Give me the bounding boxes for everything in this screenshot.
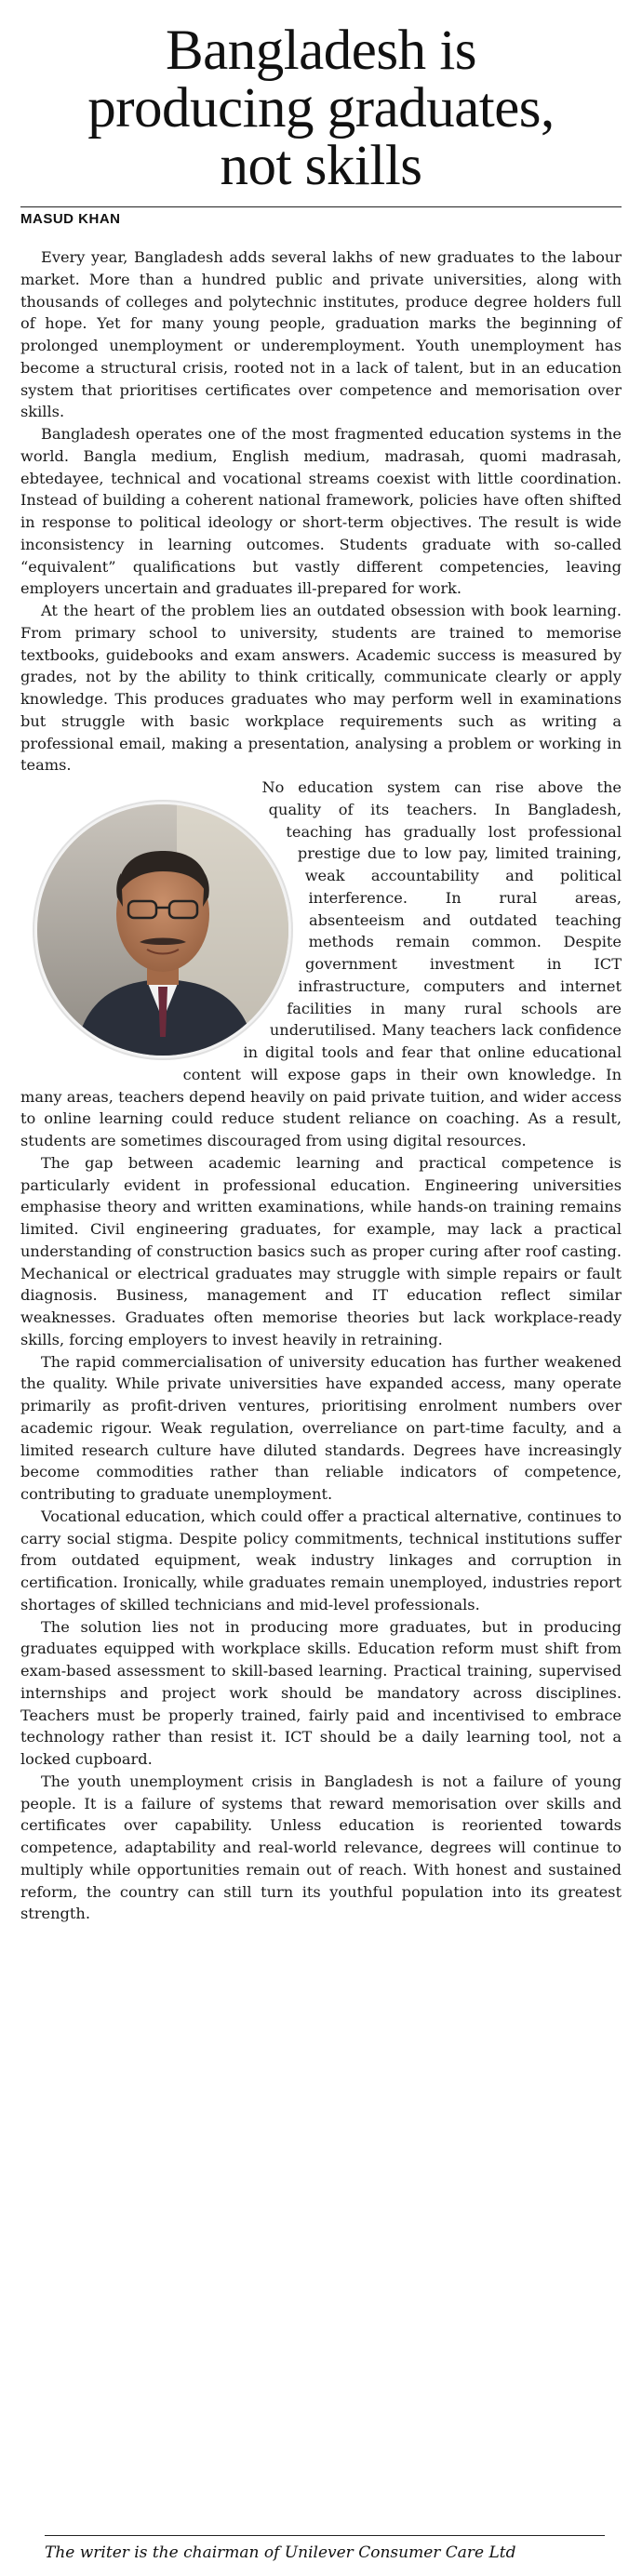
headline [20, 22, 622, 195]
paragraph-9: The youth unemployment crisis in Bangladesh is not a failure of young people. It is a failure of systems that reward memorisation over skills and certificates over capability. Unless education is reoriented towards competence, adaptability and real-world relevance, degrees will continue to multiply while opportunities remain out of reach. With honest and sustained reform, the country can still turn its youthful population into its greatest strength. [20, 1772, 622, 1923]
byline: MASUD KHAN [20, 211, 121, 227]
byline-rule [20, 206, 622, 228]
headline-line-1: Bangladesh is [165, 20, 477, 82]
author-photo-icon [37, 804, 288, 1056]
paragraph-8: The solution lies not in producing more graduates, but in producing graduates equipped with workplace skills. Education reform must shift from exam-based assessment to skill-based learning. Practical training, supervised internships and project work should be mandatory across disciplines. Teachers must be properly trained, fairly paid and incentivised to embrace technology rather than resist it. ICT should be a daily learning tool, not a locked cupboard. [20, 1617, 622, 1768]
author-credit [45, 2535, 605, 2562]
paragraph-2: Bangladesh operates one of the most fragmented education systems in the world. Bangla medium, English medium, madrasah, quomi madrasah, ebtedayee, technical and vocational streams coexist with little coordination. Instead of building a coherent national framework, policies have often shifted in response to political ideology or short-term objectives. The result is wide inconsistency in learning outcomes. Students graduate with so-called “equivalent” qualifications but vastly different competencies, leaving employers uncertain and graduates ill-prepared for work. [20, 425, 622, 598]
paragraph-7: Vocational education, which could offer a practical alternative, continues to carry social stigma. Despite policy commitments, technical institutions suffer from outdated equipment, weak industry linkages and corruption in certification. Ironically, while graduates remain unemployed, industries report shortages of skilled technicians and mid-level professionals. [20, 1507, 622, 1613]
author-portrait [37, 804, 288, 1056]
article-body [20, 246, 622, 1925]
author-portrait-wrap [37, 804, 288, 1056]
paragraph-3: At the heart of the problem lies an outdated obsession with book learning. From primary school to university, students are trained to memorise textbooks, guidebooks and exam answers. Academic success is measured by grades, not by the ability to think critically, communicate clearly or apply knowledge. This produces graduates who may perform well in examinations but struggle with basic workplace requirements such as writing a professional email, making a presentation, analysing a problem or working in teams. [20, 602, 622, 775]
paragraph-6: The rapid commercialisation of university education has further weakened the quality. While private universities have expanded access, many operate primarily as profit-driven ventures, prioritising enrolment numbers over academic rigour. Weak regulation, overreliance on part-time faculty, and a limited research culture have diluted standards. Degrees have increasingly become commodities rather than reliable indicators of competence, contributing to graduate unemployment. [20, 1352, 622, 1503]
paragraph-5: The gap between academic learning and practical competence is particularly evident in professional education. Engineering universities emphasise theory and written examinations, while hands-on training remains limited. Civil engineering graduates, for example, may lack a practical understanding of construction basics such as proper curing after roof casting. Mechanical or electrical graduates may struggle with simple repairs or fault diagnosis. Business, management and IT education reflect similar weaknesses. Graduates often memorise theories but lack workplace-ready skills, forcing employers to invest heavily in retraining. [20, 1153, 622, 1348]
headline-line-3: not skills [220, 135, 422, 197]
headline-line-2: producing graduates, [87, 77, 555, 139]
paragraph-1: Every year, Bangladesh adds several lakhs of new graduates to the labour market. More than a hundred public and private universities, along with thousands of colleges and polytechnic institutes, produce degree holders full of hope. Yet for many young people, graduation marks the beginning of prolonged unemployment or underemployment. Youth unemployment has become a structural crisis, rooted not in a lack of talent, but in an education system that prioritises certificates over competence and memorisation over skills. [20, 248, 622, 421]
author-credit-text: The writer is the chairman of Unilever Consumer Care Ltd [45, 2543, 516, 2562]
paragraph-4: No education system can rise above the quality of its teachers. In Bangladesh, teaching has gradually lost professional prestige due to low pay, limited training, weak accountability and political interference. In rural areas, absenteeism and outdated teaching methods remain common. Despite government investment in ICT infrastructure, computers and internet facilities in many rural schools are underutilised. Many teachers lack confidence in digital tools and fear that online educational content will expose gaps in their own knowledge. In many areas, teachers depend heavily on paid private tuition, and wider access to online learning could reduce student reliance on coaching. As a result, students are sometimes discouraged from using digital resources. [20, 778, 622, 1149]
